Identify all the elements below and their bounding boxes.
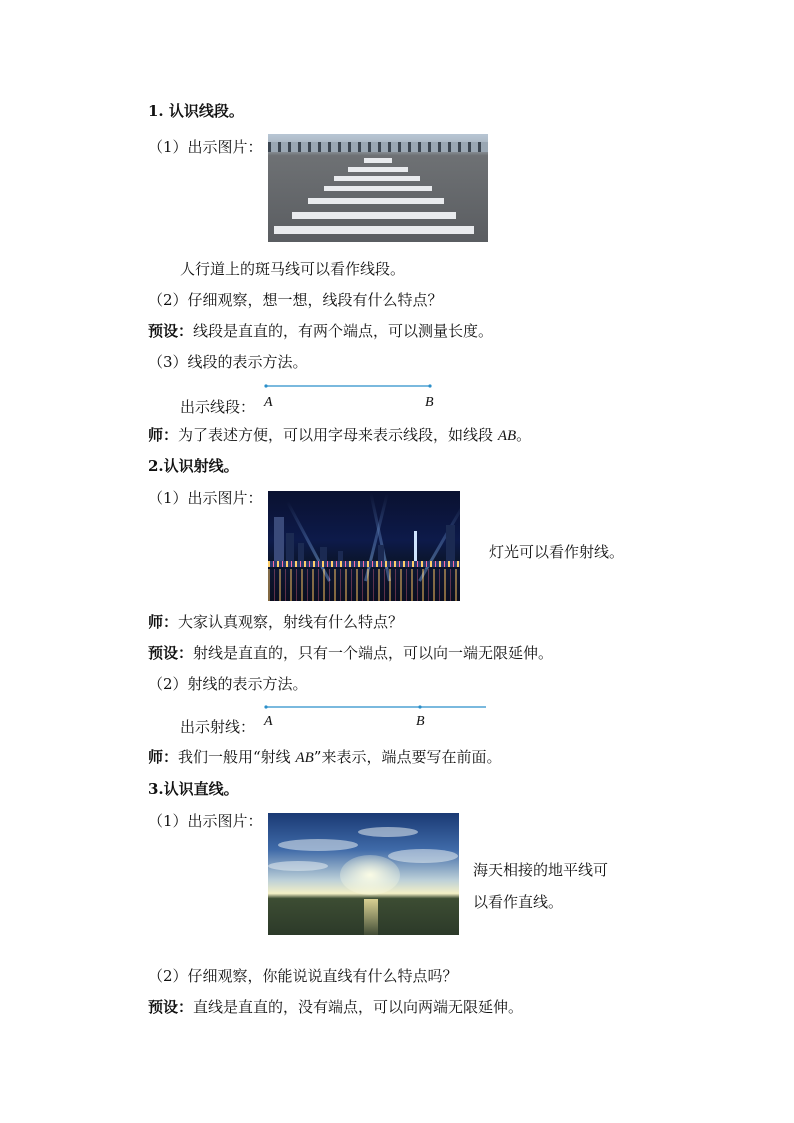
preset-label: 预设：: [148, 998, 194, 1016]
segment-endpoint-b: [428, 384, 431, 387]
preset-text: 射线是直直的，只有一个端点，可以向一端无限延伸。: [193, 644, 554, 662]
section1-teacher: 师：为了表述方便，可以用字母来表示线段，如线段 AB。: [148, 426, 532, 444]
section2-preset: [148, 643, 553, 663]
section2-step2: （2）射线的表示方法。: [148, 675, 308, 693]
section2-step1-label: （1）出示图片：: [148, 489, 263, 507]
section2-caption: 灯光可以看作射线。: [489, 543, 625, 561]
section1-title: 1. 认识线段。: [148, 102, 244, 120]
section1-preset: [148, 321, 493, 341]
section1-caption: 人行道上的斑马线可以看作线段。: [180, 260, 406, 278]
teacher-segment-ab: AB: [497, 428, 517, 444]
segment-figure-label: 出示线段：: [180, 398, 256, 416]
teacher-text: 大家认真观察，射线有什么特点？: [178, 613, 404, 631]
ray-figure: [260, 699, 492, 729]
ray-figure-label: 出示射线：: [180, 718, 256, 736]
preset-text: 直线是直直的，没有端点，可以向两端无限延伸。: [193, 998, 524, 1016]
ray-point-a-label: A: [264, 714, 273, 729]
section3-caption-line1: 海天相接的地平线可: [473, 861, 609, 879]
teacher-label: 师：: [148, 748, 179, 766]
night-city-image: [268, 491, 460, 601]
teacher-ray-ab: AB: [295, 750, 314, 766]
teacher-label: 师：: [148, 613, 179, 631]
section2-teacher2: 师：我们一般用“射线 AB”来表示，端点要写在前面。: [148, 748, 502, 766]
section3-step2: （2）仔细观察，你能说说直线有什么特点吗？: [148, 967, 458, 985]
sea-horizon-image: [268, 813, 459, 935]
segment-point-a-label: A: [264, 395, 273, 410]
section1-step1-label: （1）出示图片：: [148, 138, 263, 156]
segment-endpoint-a: [264, 384, 267, 387]
section2-title: 2.认识射线。: [148, 457, 239, 475]
preset-text: 线段是直直的，有两个端点，可以测量长度。: [193, 322, 494, 340]
ray-point-b: [418, 705, 421, 708]
ray-point-b-label: B: [416, 714, 425, 729]
teacher-text: 为了表述方便，可以用字母来表示线段，如线段: [178, 426, 494, 444]
section2-teacher: [148, 612, 403, 632]
preset-label: 预设：: [148, 322, 194, 340]
section3-step1-label: （1）出示图片：: [148, 812, 263, 830]
section1-step2: （2）仔细观察，想一想，线段有什么特点？: [148, 291, 443, 309]
section3-title: 3.认识直线。: [148, 780, 239, 798]
section1-step3: （3）线段的表示方法。: [148, 353, 308, 371]
line-segment-figure: [260, 378, 450, 412]
section3-caption-line2: 以看作直线。: [473, 893, 564, 911]
crosswalk-image: [268, 134, 488, 242]
preset-label: 预设：: [148, 644, 194, 662]
segment-point-b-label: B: [425, 395, 434, 410]
teacher-label: 师：: [148, 426, 179, 444]
ray-endpoint-a: [264, 705, 267, 708]
section3-preset: [148, 997, 523, 1017]
